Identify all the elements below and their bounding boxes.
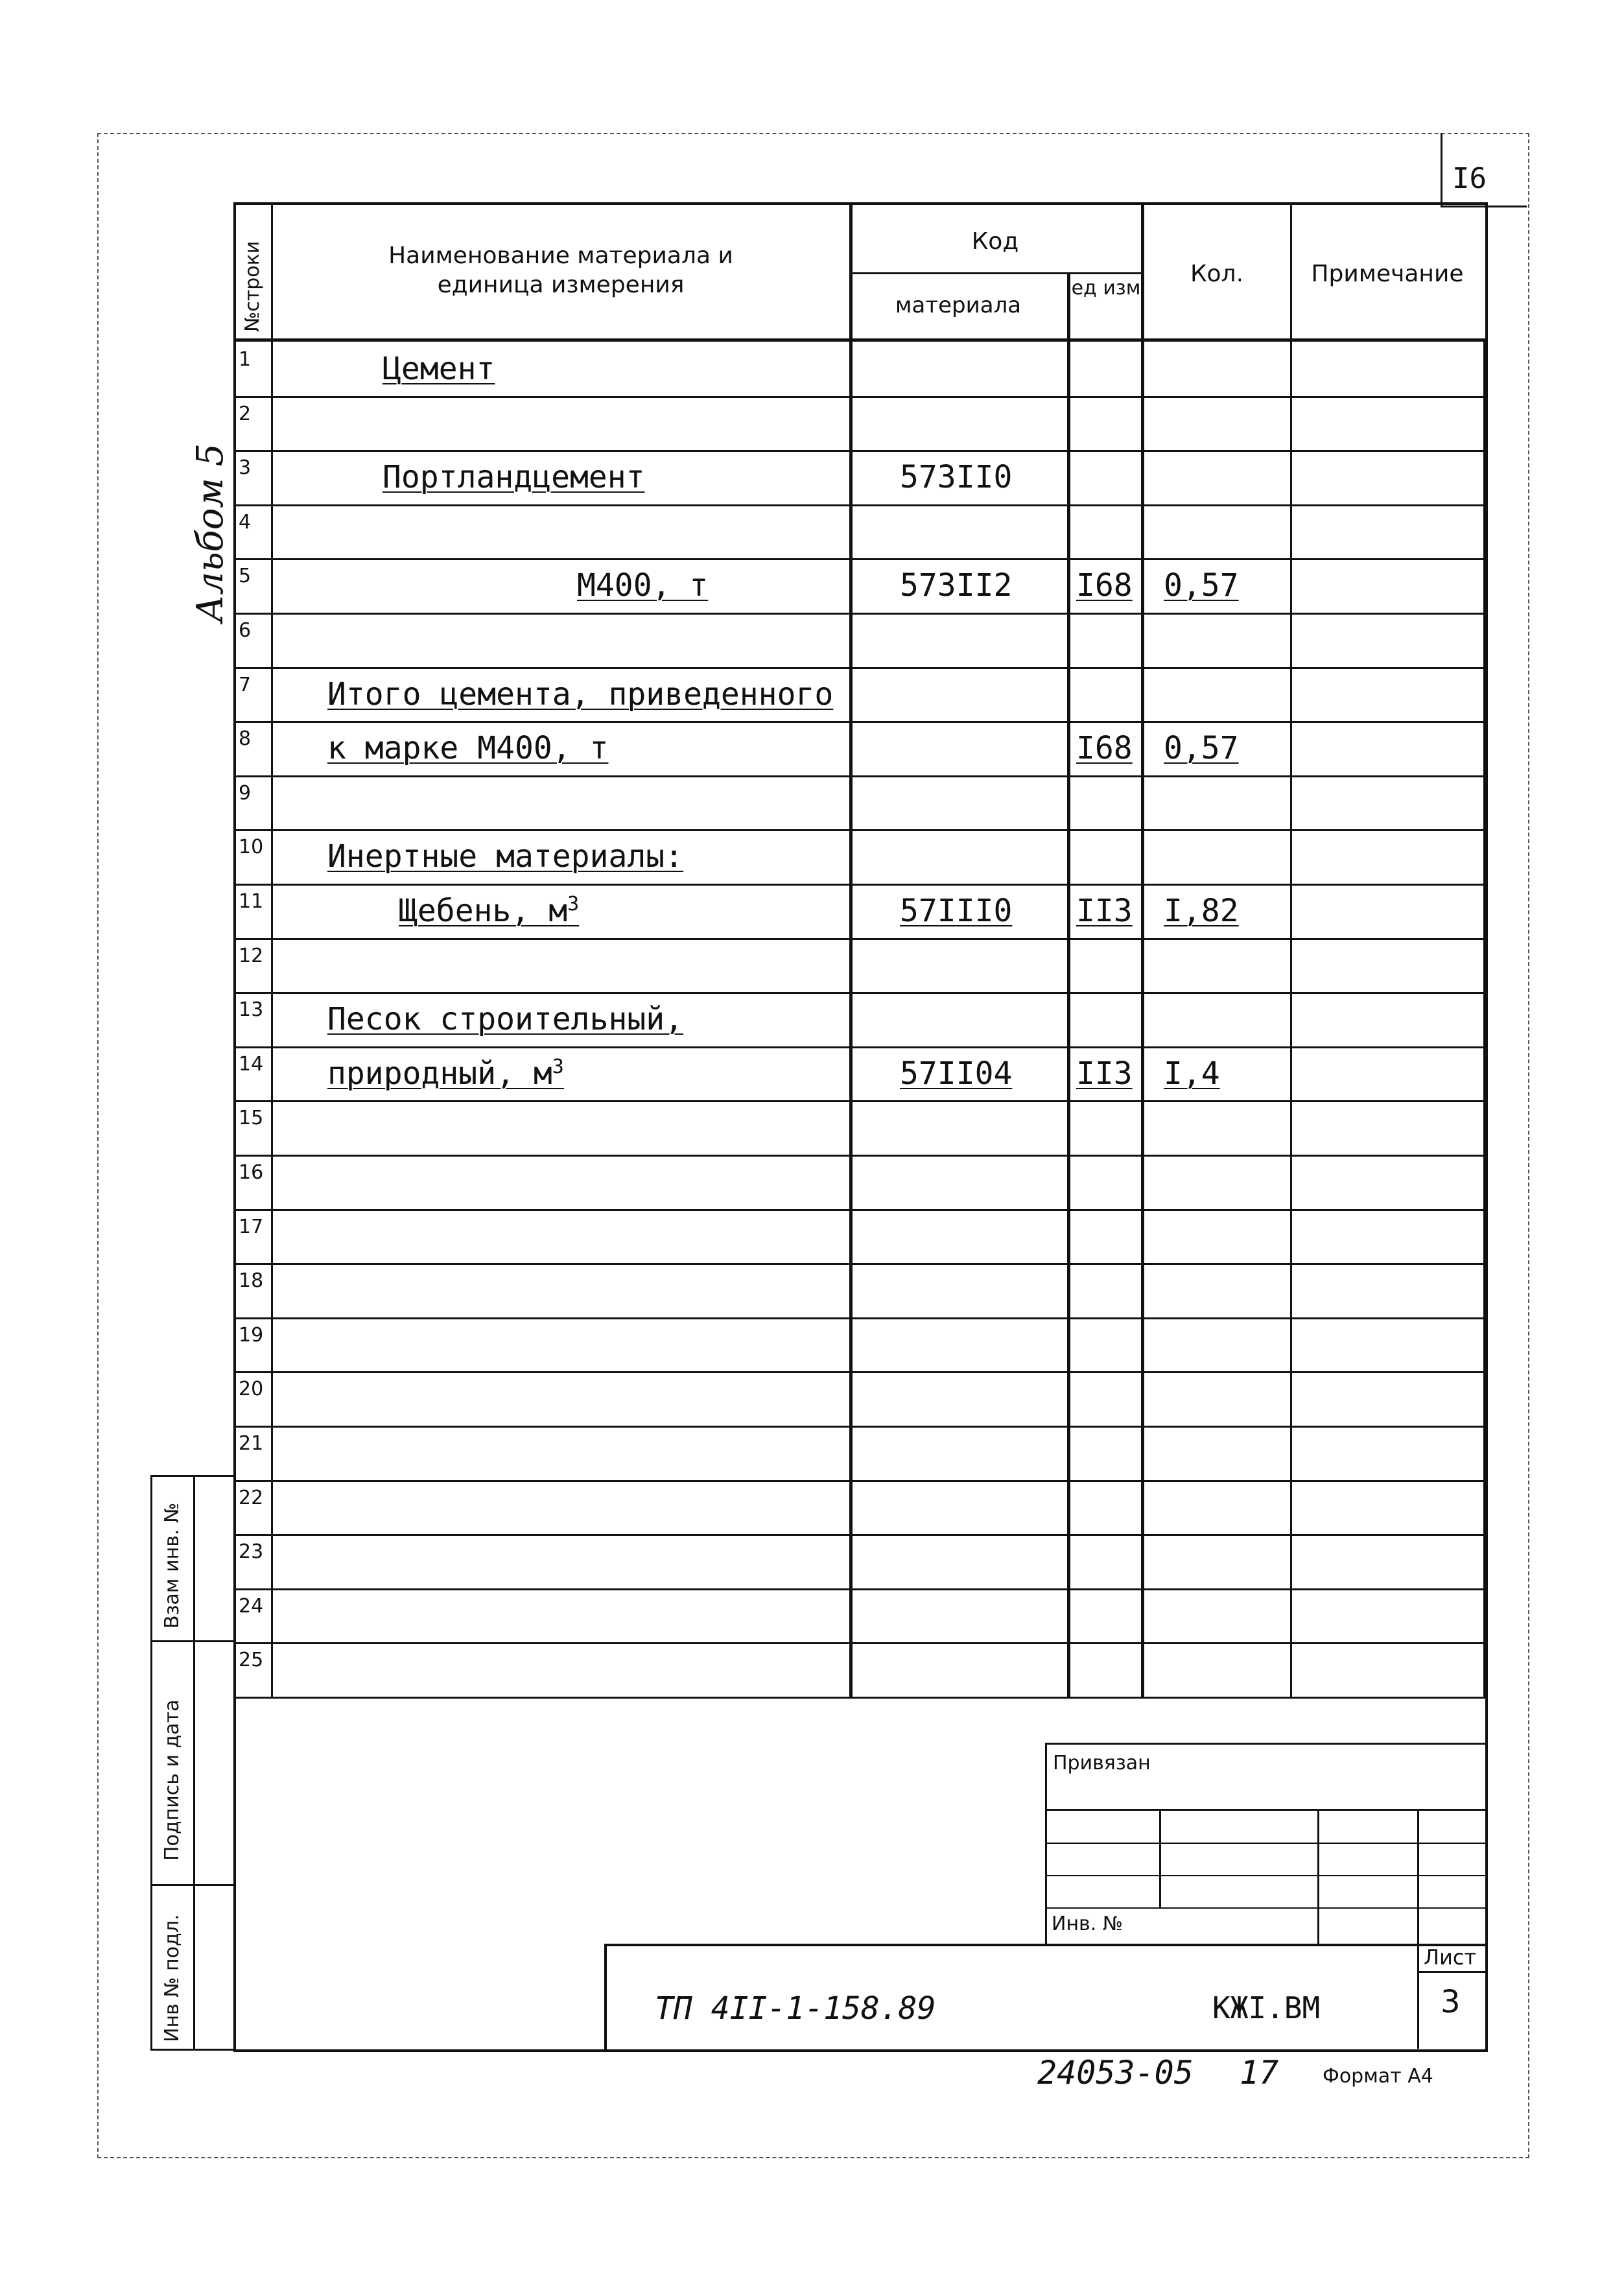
col-line-qty bbox=[1141, 202, 1144, 1697]
row-number: 23 bbox=[239, 1540, 264, 1563]
header-row-no: №строки bbox=[241, 241, 264, 332]
row-separator bbox=[233, 396, 1488, 398]
row-number: 22 bbox=[239, 1487, 264, 1509]
row-number: 3 bbox=[239, 456, 252, 479]
col-line-rownum bbox=[271, 202, 273, 1697]
col-line-name bbox=[849, 202, 853, 1697]
row-number: 16 bbox=[239, 1161, 264, 1184]
inv-no-label: Инв. № bbox=[1052, 1913, 1124, 1935]
row-separator bbox=[233, 938, 1488, 940]
row-8-unit: I68 bbox=[1076, 730, 1133, 766]
row-number: 10 bbox=[239, 836, 264, 858]
row-number: 6 bbox=[239, 619, 252, 642]
row-separator bbox=[233, 775, 1488, 777]
row-13-name: Песок строительный, bbox=[327, 1001, 684, 1037]
row-5-qty: 0,57 bbox=[1164, 567, 1239, 604]
row-3-name: Портландцемент bbox=[382, 459, 645, 495]
row-11-qty: I,82 bbox=[1164, 893, 1239, 929]
row-8-name: к марке М400, т bbox=[327, 730, 609, 766]
row-separator bbox=[233, 1263, 1488, 1265]
row-14-name-wrap bbox=[327, 1055, 564, 1092]
album-label: Альбом 5 bbox=[189, 443, 231, 622]
header-qty: Кол. bbox=[1190, 261, 1244, 287]
row-separator bbox=[233, 667, 1488, 669]
row-separator bbox=[233, 1642, 1488, 1644]
row-number: 1 bbox=[239, 348, 252, 371]
row-8-qty: 0,57 bbox=[1164, 730, 1239, 766]
header-code-material: материала bbox=[895, 292, 1022, 318]
row-number: 24 bbox=[239, 1595, 264, 1618]
row-number: 14 bbox=[239, 1053, 264, 1076]
row-separator bbox=[233, 1534, 1488, 1536]
row-11-unit: II3 bbox=[1076, 893, 1133, 929]
row-number: 15 bbox=[239, 1107, 264, 1129]
row-separator bbox=[233, 558, 1488, 560]
row-separator bbox=[233, 992, 1488, 994]
row-separator bbox=[233, 1371, 1488, 1373]
header-code-group: Код bbox=[971, 228, 1019, 255]
row-separator bbox=[233, 613, 1488, 615]
row-number: 2 bbox=[239, 403, 252, 425]
row-separator bbox=[233, 1046, 1488, 1048]
col-line-right bbox=[1483, 338, 1487, 1697]
row-separator bbox=[233, 1480, 1488, 1482]
row-separator bbox=[233, 721, 1488, 723]
row-11-code: 57III0 bbox=[900, 893, 1013, 929]
row-separator bbox=[233, 829, 1488, 831]
row-number: 9 bbox=[239, 782, 252, 805]
stamp-replace-inv: Взам инв. № bbox=[161, 1502, 183, 1629]
row-5-name: М400, т bbox=[577, 567, 709, 604]
row-number: 21 bbox=[239, 1432, 264, 1455]
doc-code: КЖI.ВМ bbox=[1212, 1990, 1321, 2025]
row-10-name: Инертные материалы: bbox=[327, 838, 684, 875]
row-number: 13 bbox=[239, 998, 264, 1021]
row-11-name-wrap bbox=[399, 893, 579, 929]
row-5-unit: I68 bbox=[1076, 567, 1133, 604]
page-number: 17 bbox=[1240, 2054, 1279, 2092]
col-line-note bbox=[1290, 202, 1292, 1697]
row-14-qty: I,4 bbox=[1164, 1055, 1220, 1092]
row-separator bbox=[233, 1155, 1488, 1157]
row-7-name: Итого цемента, приведенного bbox=[327, 676, 834, 713]
row-3-code: 573II0 bbox=[900, 459, 1013, 495]
row-number: 11 bbox=[239, 890, 264, 913]
row-separator bbox=[233, 884, 1488, 886]
row-14-code: 57II04 bbox=[900, 1055, 1013, 1092]
row-number: 17 bbox=[239, 1216, 264, 1238]
row-separator bbox=[233, 1426, 1488, 1428]
row-separator bbox=[233, 1209, 1488, 1211]
row-number: 5 bbox=[239, 565, 252, 587]
row-number: 20 bbox=[239, 1378, 264, 1400]
row-14-name: природный, м bbox=[327, 1055, 552, 1092]
row-separator bbox=[233, 504, 1488, 506]
row-11-name: Щебень, м bbox=[399, 893, 568, 929]
row-separator bbox=[233, 1588, 1488, 1590]
row-separator bbox=[233, 450, 1488, 452]
row-number: 8 bbox=[239, 727, 252, 750]
header-note: Примечание bbox=[1311, 261, 1464, 287]
header-code-unit: ед изм bbox=[1071, 277, 1141, 300]
format-label: Формат А4 bbox=[1323, 2065, 1433, 2088]
row-number: 7 bbox=[239, 674, 252, 696]
header-name: Наименование материала и единица измерения bbox=[388, 242, 733, 298]
archive-number: 24053-05 bbox=[1037, 2054, 1194, 2092]
row-separator bbox=[233, 1100, 1488, 1102]
sheet-value: 3 bbox=[1441, 1984, 1461, 2020]
stamp-inv-orig: Инв № подл. bbox=[161, 1914, 183, 2042]
attached-label: Привязан bbox=[1053, 1752, 1151, 1774]
row-number: 4 bbox=[239, 511, 252, 534]
row-number: 19 bbox=[239, 1324, 264, 1347]
row-14-name-sup: 3 bbox=[552, 1055, 564, 1078]
stamp-sign-date: Подпись и дата bbox=[161, 1699, 183, 1861]
row-11-name-sup: 3 bbox=[567, 893, 580, 915]
corner-sheet-number: I6 bbox=[1452, 162, 1487, 195]
row-5-code: 573II2 bbox=[900, 567, 1013, 604]
project-code: ТП 4II-1-158.89 bbox=[655, 1990, 936, 2027]
row-number: 25 bbox=[239, 1649, 264, 1671]
row-1-name: Цемент bbox=[382, 351, 495, 387]
sheet-label: Лист bbox=[1424, 1945, 1477, 1970]
col-line-unit bbox=[1067, 272, 1070, 1697]
row-separator bbox=[233, 1317, 1488, 1319]
row-number: 12 bbox=[239, 945, 264, 967]
row-14-unit: II3 bbox=[1076, 1055, 1133, 1092]
row-number: 18 bbox=[239, 1269, 264, 1292]
